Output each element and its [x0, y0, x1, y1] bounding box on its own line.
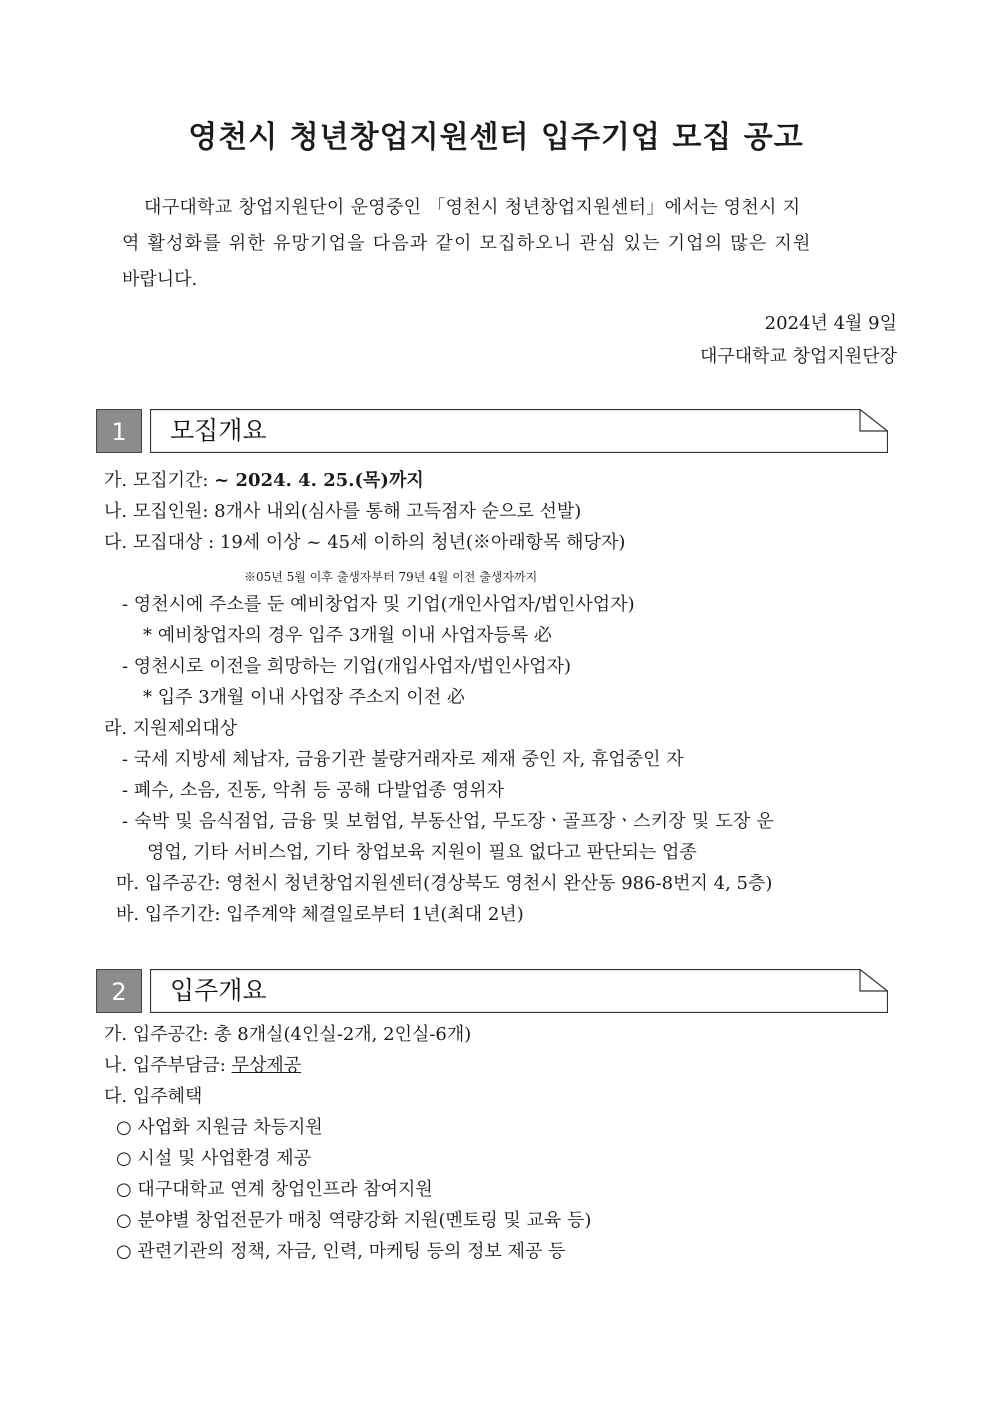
benefit-item: ○ 사업화 지원금 차등지원 [116, 1117, 323, 1138]
section-title: 입주개요 [170, 976, 267, 1005]
recruit-target: 다. 모집대상 : 19세 이상 ~ 45세 이하의 청년(※아래항목 해당자) [104, 532, 626, 553]
announcement-date: 2024년 4월 9일 [764, 313, 897, 334]
page-title: 영천시 청년창업지원센터 입주기업 모집 공고 [188, 120, 804, 155]
exclusion-item: - 국세 지방세 체납자, 금융기관 불량거래자로 제재 중인 자, 휴업중인 자 [122, 749, 684, 770]
intro-line: 대구대학교 창업지원단이 운영중인 「영천시 청년창업지원센터」에서는 영천시 지 [144, 197, 801, 218]
exclusion-item: - 숙박 및 음식점업, 금융 및 보험업, 부동산업, 무도장ㆍ골프장ㆍ스키장 및 도장 운 [122, 811, 774, 832]
benefit-item: ○ 분야별 창업전문가 매칭 역량강화 지원(멘토링 및 교육 등) [116, 1210, 592, 1231]
exclusion-item-continued: 영업, 기타 서비스업, 기타 창업보육 지원이 필요 없다고 판단되는 업종 [147, 842, 697, 863]
recruit-period-value: ~ 2024. 4. 25.(목)까지 [214, 470, 424, 491]
section-number-badge: 2 [96, 969, 142, 1013]
target-item-note: * 입주 3개월 이내 사업장 주소지 이전 必 [143, 687, 465, 708]
section-header-box [150, 969, 888, 1013]
benefit-item: ○ 관련기관의 정책, 자금, 인력, 마케팅 등의 정보 제공 등 [116, 1241, 566, 1262]
residence-term: 바. 입주기간: 입주계약 체결일로부터 1년(최대 2년) [116, 904, 524, 925]
recruit-period-label: 가. 모집기간: [104, 470, 215, 491]
exclusion-item: - 폐수, 소음, 진동, 악취 등 공해 다발업종 영위자 [122, 780, 505, 801]
exclusion-heading: 라. 지원제외대상 [104, 718, 238, 739]
occupancy-fee-label: 나. 입주부담금: [104, 1055, 232, 1076]
benefit-item: ○ 시설 및 사업환경 제공 [116, 1148, 312, 1169]
section-number-badge: 1 [96, 409, 142, 453]
target-item: - 영천시에 주소를 둔 예비창업자 및 기업(개인사업자/법인사업자) [122, 594, 635, 615]
target-note: ※05년 5월 이후 출생자부터 79년 4월 이전 출생자까지 [244, 570, 538, 584]
recruit-count: 나. 모집인원: 8개사 내외(심사를 통해 고득점자 순으로 선발) [104, 501, 582, 522]
target-item: - 영천시로 이전을 희망하는 기업(개입사업자/법인사업자) [122, 656, 571, 677]
occupancy-fee [104, 1054, 301, 1078]
occupancy-space: 가. 입주공간: 총 8개실(4인실-2개, 2인실-6개) [104, 1024, 472, 1045]
section-title: 모집개요 [170, 416, 267, 445]
intro-paragraph [122, 190, 897, 298]
section-header-box [150, 409, 888, 453]
residence-space: 마. 입주공간: 영천시 청년창업지원센터(경상북도 영천시 완산동 986-8번지 4, 5층) [116, 873, 773, 894]
intro-line: 바랍니다. [122, 269, 198, 290]
signer: 대구대학교 창업지원단장 [700, 346, 897, 367]
recruit-period [104, 469, 424, 493]
occupancy-fee-value: 무상제공 [231, 1055, 302, 1076]
benefit-item: ○ 대구대학교 연계 창업인프라 참여지원 [116, 1179, 433, 1200]
target-item-note: * 예비창업자의 경우 입주 3개월 이내 사업자등록 必 [143, 625, 552, 646]
intro-line: 역 활성화를 위한 유망기업을 다음과 같이 모집하오니 관심 있는 기업의 많은 지원 [122, 233, 812, 254]
benefits-heading: 다. 입주혜택 [104, 1086, 203, 1107]
